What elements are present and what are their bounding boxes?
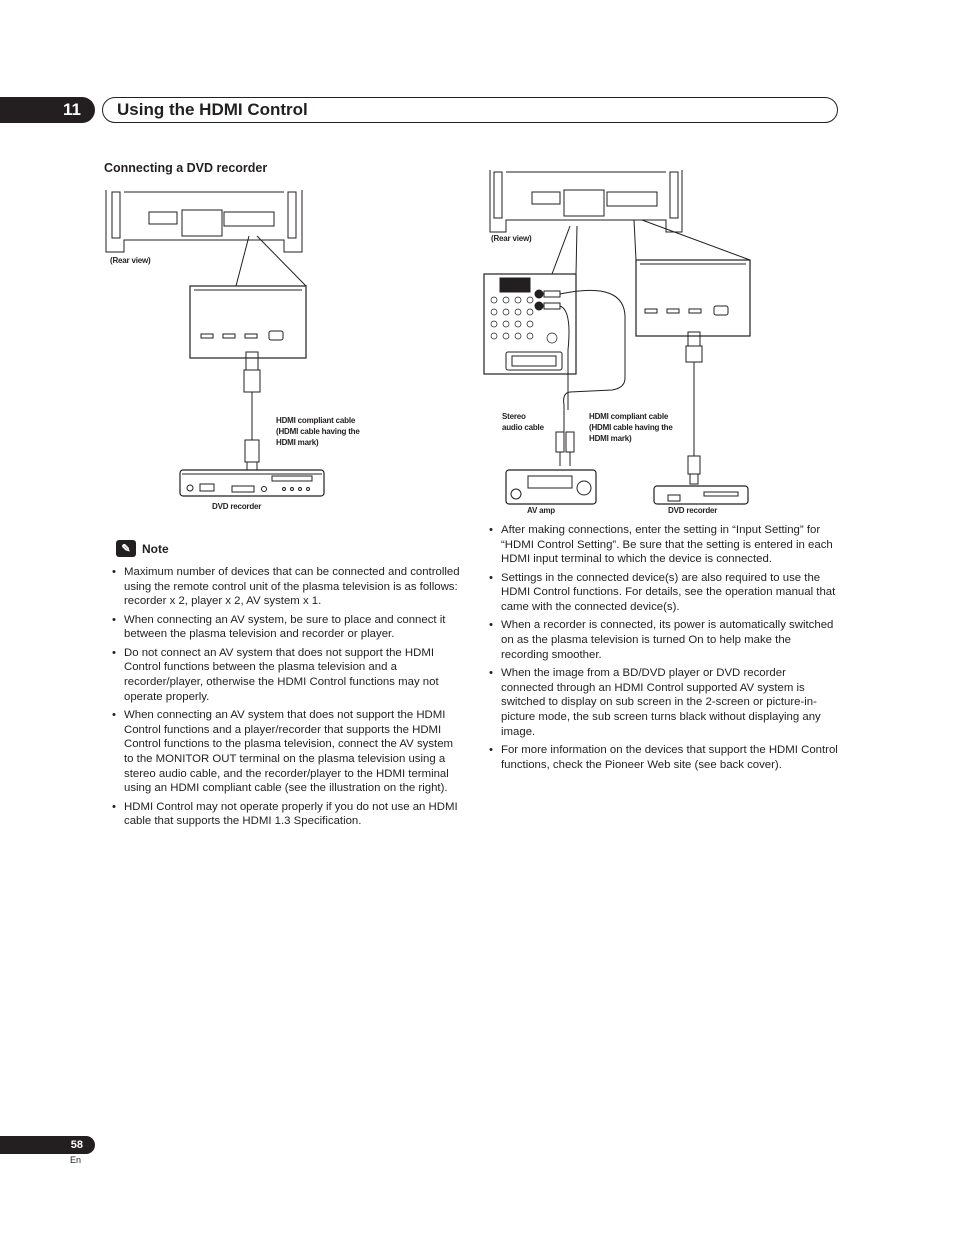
left-dvd-recorder-label: DVD recorder bbox=[212, 502, 262, 511]
left-cable-label-line2: (HDMI cable having the bbox=[276, 427, 360, 436]
chapter-title-bar bbox=[102, 97, 838, 123]
pencil-icon: ✎ bbox=[116, 540, 136, 557]
stereo-cable-label-line1: Stereo bbox=[502, 412, 526, 421]
right-list-item: • For more information on the devices that support the HDMI Control functions, check the Pioneer Web site (see back cover). bbox=[489, 743, 841, 772]
stereo-cable-label-line2: audio cable bbox=[502, 423, 544, 432]
right-cable-label-line1: HDMI compliant cable bbox=[589, 412, 669, 421]
note-heading bbox=[116, 540, 169, 557]
right-list-item: • When a recorder is connected, its power is automatically switched on as the plasma television is turned On to help make the recording smoother. bbox=[489, 618, 841, 662]
page-language: En bbox=[70, 1155, 82, 1165]
left-connection-diagram bbox=[104, 190, 344, 500]
right-cable-label-line2: (HDMI cable having the bbox=[589, 423, 673, 432]
right-dvd-recorder-label: DVD recorder bbox=[668, 506, 718, 515]
right-bullet-list bbox=[489, 523, 841, 776]
av-amp-label: AV amp bbox=[527, 506, 555, 515]
page-number: 58 bbox=[70, 1139, 83, 1151]
stereo-cable-label bbox=[502, 411, 544, 433]
page-number-tab bbox=[0, 1136, 95, 1154]
right-list-item: • After making connections, enter the setting in “Input Setting” for “HDMI Control Setting”. Be sure that the setting is entered in each HDMI input terminal to which the device is connected. bbox=[489, 523, 841, 567]
left-cable-label-line3: HDMI mark) bbox=[276, 438, 319, 447]
note-heading-text: Note bbox=[142, 541, 169, 556]
chapter-number-tab bbox=[0, 97, 95, 123]
right-list-item: • When the image from a BD/DVD player or DVD recorder connected through an HDMI Control supported AV system is switched to display on sub screen in the 2-screen or picture-in-picture mode, the sub screen turns black without displaying any image. bbox=[489, 666, 841, 740]
note-item: • Maximum number of devices that can be connected and controlled using the remote control unit of the plasma television is as follows: recorder x 2, player x 2, AV system x 1. bbox=[112, 565, 462, 609]
left-rear-view-label: (Rear view) bbox=[110, 256, 151, 265]
note-list bbox=[112, 565, 462, 832]
right-list-item: • Settings in the connected device(s) are also required to use the HDMI Control functions. For details, see the operation manual that came with the connected device(s). bbox=[489, 571, 841, 615]
section-title: Connecting a DVD recorder bbox=[104, 161, 268, 175]
right-rear-view-label: (Rear view) bbox=[491, 234, 532, 243]
left-cable-label bbox=[276, 415, 360, 448]
right-connection-diagram bbox=[482, 170, 762, 510]
right-cable-label-line3: HDMI mark) bbox=[589, 434, 632, 443]
right-cable-label bbox=[589, 411, 673, 444]
note-item: • HDMI Control may not operate properly if you do not use an HDMI cable that supports the HDMI 1.3 Specification. bbox=[112, 800, 462, 829]
left-cable-label-line1: HDMI compliant cable bbox=[276, 416, 356, 425]
chapter-title: Using the HDMI Control bbox=[117, 100, 308, 119]
note-item: • When connecting an AV system that does not support the HDMI Control functions and a player/recorder that supports the HDMI Control functions to the plasma television, connect the AV system to the MONITOR OUT terminal on the plasma television using a stereo audio cable, and the recorder/player to the HDMI terminal using an HDMI compliant cable (see the illustration on the right). bbox=[112, 708, 462, 796]
note-item: • Do not connect an AV system that does not support the HDMI Control functions between the plasma television and a recorder/player, otherwise the HDMI Control functions may not operate properly. bbox=[112, 646, 462, 705]
note-item: • When connecting an AV system, be sure to place and connect it between the plasma television and recorder or player. bbox=[112, 613, 462, 642]
chapter-number: 11 bbox=[63, 100, 81, 119]
